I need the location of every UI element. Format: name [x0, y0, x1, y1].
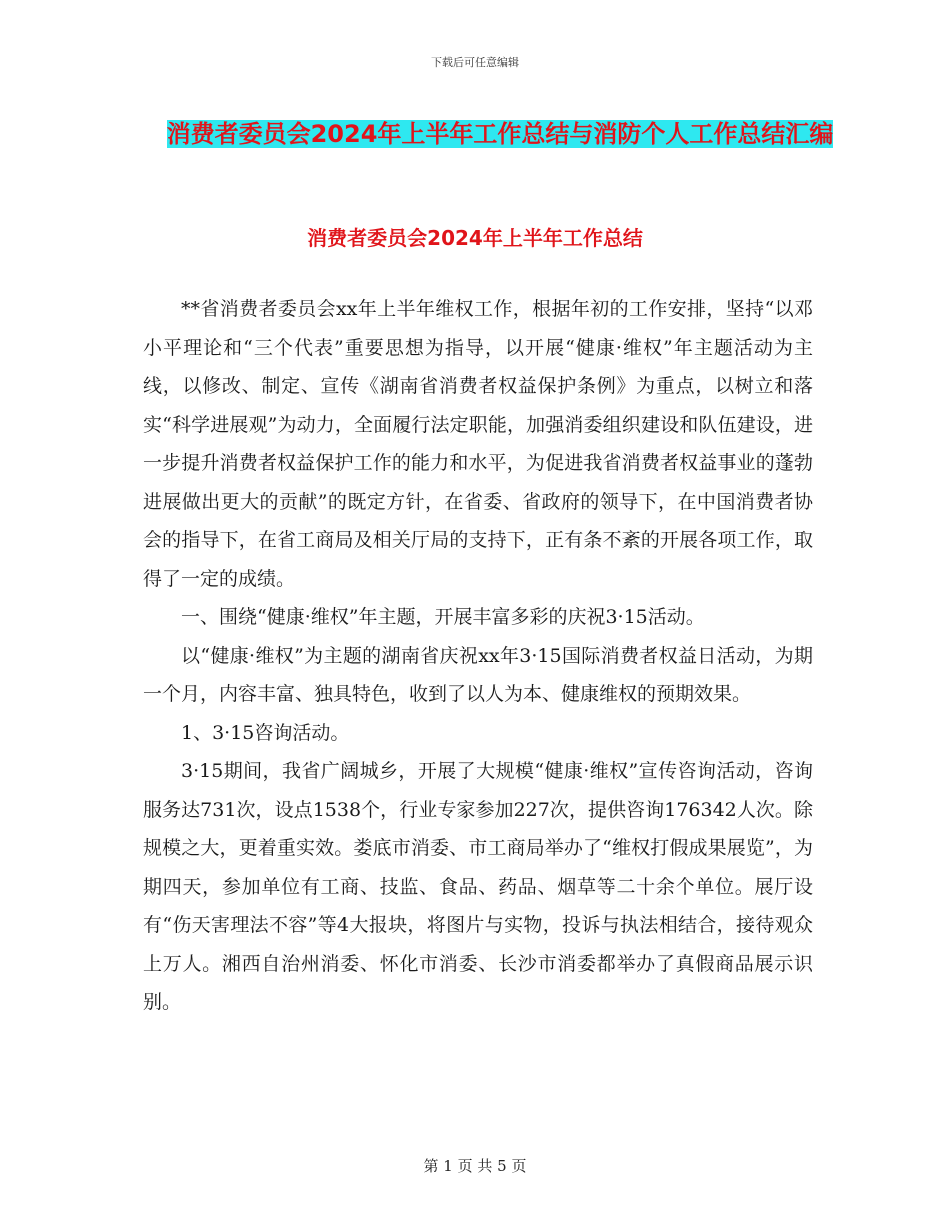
- paragraph: 一、围绕“健康·维权”年主题，开展丰富多彩的庆祝3·15活动。: [181, 606, 705, 628]
- paragraph: 3·15期间，我省广阔城乡，开展了大规模“健康·维权”宣传咨询活动，咨询服务达731次，设点1538个，行业专家参加227次，提供咨询176342人次。除规模之大，更着重实效。娄底市消委、市工商局举办了“维权打假成果展览”，为期四天，参加单位有工商、技监、食品、药品、烟草等二十余个单位。展厅设有“伤天害理法不容”等4大报块，将图片与实物，投诉与执法相结合，接待观众上万人。湘西自治州消委、怀化市消委、长沙市消委都举办了真假商品展示识别。: [143, 760, 813, 1013]
- section-title: 消费者委员会2024年上半年工作总结: [307, 226, 643, 250]
- paragraph: 1、3·15咨询活动。: [181, 721, 350, 744]
- header-note: 下载后可任意编辑: [431, 56, 519, 69]
- paragraph: 以“健康·维权”为主题的湖南省庆祝xx年3·15国际消费者权益日活动，为期一个月，内容丰富、独具特色，收到了以人为本、健康维权的预期效果。: [143, 644, 813, 705]
- document-title-text: 消费者委员会2024年上半年工作总结与消防个人工作总结汇编: [166, 120, 834, 148]
- document-body: [143, 290, 813, 1022]
- page-number: 第 1 页 共 5 页: [423, 1157, 527, 1175]
- paragraph: **省消费者委员会xx年上半年维权工作，根据年初的工作安排，坚持“以邓小平理论和“三个代表”重要思想为指导，以开展“健康·维权”年主题活动为主线，以修改、制定、宣传《湖南省消费者权益保护条例》为重点，以树立和落实“科学进展观”为动力，全面履行法定职能，加强消委组织建设和队伍建设，进一步提升消费者权益保护工作的能力和水平，为促进我省消费者权益事业的蓬勃进展做出更大的贡献”的既定方针，在省委、省政府的领导下，在中国消费者协会的指导下，在省工商局及相关厅局的支持下，正有条不紊的开展各项工作，取得了一定的成绩。: [143, 298, 813, 590]
- document-title: [140, 112, 860, 156]
